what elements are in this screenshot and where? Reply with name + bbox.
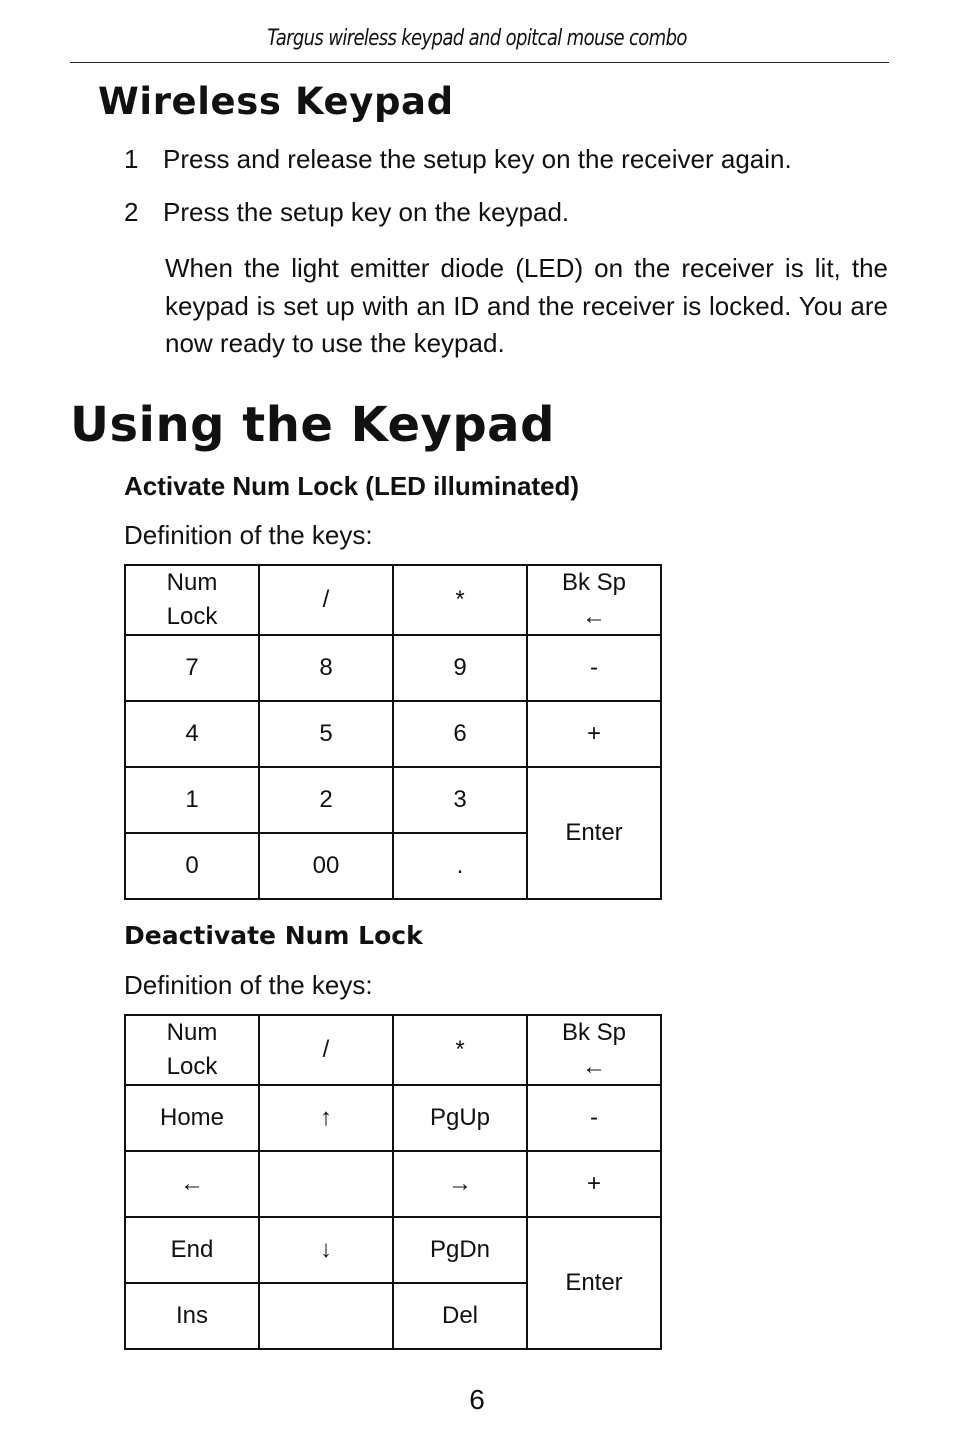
key-cell: PgUp [393,1085,527,1151]
key-cell: 1 [125,767,259,833]
down-arrow-icon: ↓ [259,1217,393,1283]
key-cell: * [393,565,527,635]
table-row [125,767,661,833]
enter-key-cell: Enter [527,1217,661,1349]
key-cell: Home [125,1085,259,1151]
left-arrow-icon: ← [582,1053,606,1080]
table-row [125,565,661,635]
left-arrow-icon: ← [582,603,606,630]
step-1-number: 1 [124,144,139,174]
table-row [125,1151,661,1217]
right-arrow-icon: → [393,1151,527,1217]
key-cell: Num Lock [125,1015,259,1085]
table-row [125,1085,661,1151]
key-cell: 5 [259,701,393,767]
up-arrow-icon: ↑ [259,1085,393,1151]
key-cell: PgDn [393,1217,527,1283]
key-cell: Bk Sp ← [527,1015,661,1085]
section-title-wireless-keypad: Wireless Keypad [98,80,454,123]
key-cell: + [527,1151,661,1217]
key-cell: 2 [259,767,393,833]
key-cell: * [393,1015,527,1085]
key-cell: 3 [393,767,527,833]
running-header: Targus wireless keypad and opitcal mouse combo [267,26,687,51]
led-paragraph: When the light emitter diode (LED) on the receiver is lit, the keypad is set up with an ID and the receiver is locked. You are now ready to use the keypad. [165,253,888,358]
step-2-text: Press the setup key on the keypad. [163,197,570,227]
key-cell: - [527,635,661,701]
numlock-on-definition-label: Definition of the keys: [124,520,373,550]
numlock-on-key-table [124,564,662,900]
key-cell [259,1151,393,1217]
numlock-off-definition-label: Definition of the keys: [124,970,373,1000]
numlock-on-heading: Activate Num Lock (LED illuminated) [124,471,580,501]
table-row [125,1015,661,1085]
key-cell: 00 [259,833,393,899]
key-cell: 9 [393,635,527,701]
key-cell: 6 [393,701,527,767]
step-1 [124,144,792,175]
key-cell: 4 [125,701,259,767]
enter-key-cell: Enter [527,767,661,899]
step-1-text: Press and release the setup key on the receiver again. [163,144,792,174]
key-cell: / [259,565,393,635]
key-cell: - [527,1085,661,1151]
key-cell: 0 [125,833,259,899]
key-cell: Bk Sp ← [527,565,661,635]
step-2-number: 2 [124,197,139,227]
key-cell: Num Lock [125,565,259,635]
page-number: 6 [469,1384,485,1415]
numlock-off-heading: Deactivate Num Lock [124,921,423,950]
key-cell: Ins [125,1283,259,1349]
table-row [125,701,661,767]
key-cell: / [259,1015,393,1085]
key-cell: . [393,833,527,899]
section-title-using-the-keypad: Using the Keypad [70,397,555,453]
step-2 [124,197,569,228]
key-cell: 7 [125,635,259,701]
table-row [125,635,661,701]
key-cell [259,1283,393,1349]
table-row [125,1217,661,1283]
numlock-off-key-table [124,1014,662,1350]
key-cell: End [125,1217,259,1283]
header-rule [70,62,889,63]
key-cell: + [527,701,661,767]
left-arrow-icon: ← [125,1151,259,1217]
key-cell: 8 [259,635,393,701]
key-cell: Del [393,1283,527,1349]
